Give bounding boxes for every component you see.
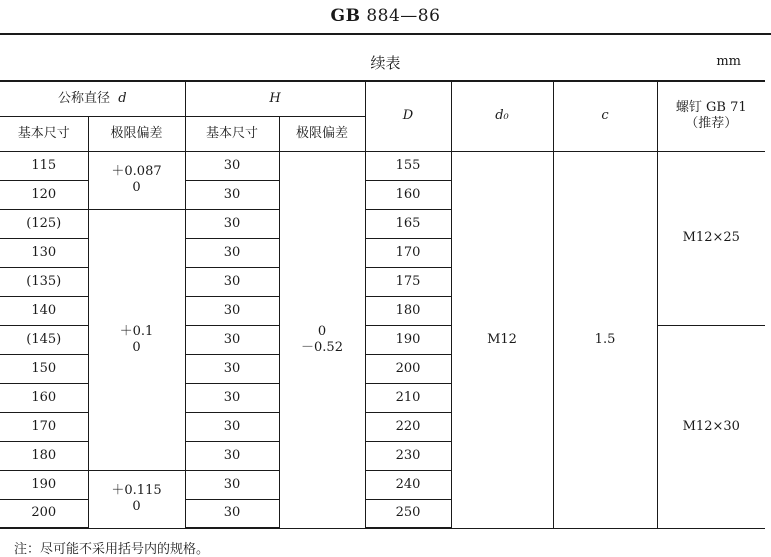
cell-D: 180 (365, 296, 451, 325)
cell-d: 200 (0, 499, 88, 528)
cell-D: 200 (365, 354, 451, 383)
cell-h: 30 (185, 151, 279, 180)
cell-screw-2: M12×30 (657, 325, 765, 528)
table-row (0, 151, 765, 180)
cell-d-deviation: ＋0.087 0 (88, 151, 185, 209)
footnote: 注：尽可能不采用括号内的规格。 (14, 542, 210, 557)
cell-D: 250 (365, 499, 451, 528)
cell-h: 30 (185, 209, 279, 238)
cell-d-deviation: ＋0.115 0 (88, 470, 185, 528)
unit-label: mm (716, 54, 741, 69)
cell-D: 175 (365, 267, 451, 296)
cell-h: 30 (185, 470, 279, 499)
cell-d: 140 (0, 296, 88, 325)
cell-d: 130 (0, 238, 88, 267)
standard-number: 884—86 (366, 6, 441, 26)
cell-D: 230 (365, 441, 451, 470)
cell-h: 30 (185, 296, 279, 325)
cell-d: 160 (0, 383, 88, 412)
cell-D: 165 (365, 209, 451, 238)
cell-h: 30 (185, 499, 279, 528)
top-rule (0, 33, 771, 35)
cell-h: 30 (185, 267, 279, 296)
cell-d: 120 (0, 180, 88, 209)
cell-d: 190 (0, 470, 88, 499)
cell-d: (125) (0, 209, 88, 238)
cell-D: 210 (365, 383, 451, 412)
cell-h: 30 (185, 412, 279, 441)
cell-D: 170 (365, 238, 451, 267)
header-d0: d₀ (451, 81, 553, 151)
cell-d-deviation: ＋0.1 0 (88, 209, 185, 470)
dimension-table (0, 80, 765, 529)
header-c: c (553, 81, 657, 151)
cell-h: 30 (185, 383, 279, 412)
header-h: H (185, 81, 365, 116)
cell-D: 220 (365, 412, 451, 441)
header-basic-size-h: 基本尺寸 (185, 116, 279, 151)
cell-d: (145) (0, 325, 88, 354)
cell-d: (135) (0, 267, 88, 296)
header-D: D (365, 81, 451, 151)
cell-d: 170 (0, 412, 88, 441)
cell-h: 30 (185, 441, 279, 470)
cell-d0: M12 (451, 151, 553, 528)
standard-code (0, 6, 771, 26)
cell-h: 30 (185, 325, 279, 354)
standard-prefix: GB (330, 6, 361, 26)
table-title: 续表 (370, 54, 401, 72)
cell-h: 30 (185, 238, 279, 267)
cell-h: 30 (185, 180, 279, 209)
cell-h-deviation: 0 －0.52 (279, 151, 365, 528)
cell-D: 190 (365, 325, 451, 354)
cell-h: 30 (185, 354, 279, 383)
header-screw: 螺钉 GB 71 （推荐） (657, 81, 765, 151)
header-limit-dev-d: 极限偏差 (88, 116, 185, 151)
cell-D: 240 (365, 470, 451, 499)
header-nominal-diameter: 公称直径 d (0, 81, 185, 116)
cell-D: 160 (365, 180, 451, 209)
cell-D: 155 (365, 151, 451, 180)
header-limit-dev-h: 极限偏差 (279, 116, 365, 151)
cell-d: 180 (0, 441, 88, 470)
cell-d: 115 (0, 151, 88, 180)
cell-c: 1.5 (553, 151, 657, 528)
cell-d: 150 (0, 354, 88, 383)
header-basic-size-d: 基本尺寸 (0, 116, 88, 151)
cell-screw-1: M12×25 (657, 151, 765, 325)
